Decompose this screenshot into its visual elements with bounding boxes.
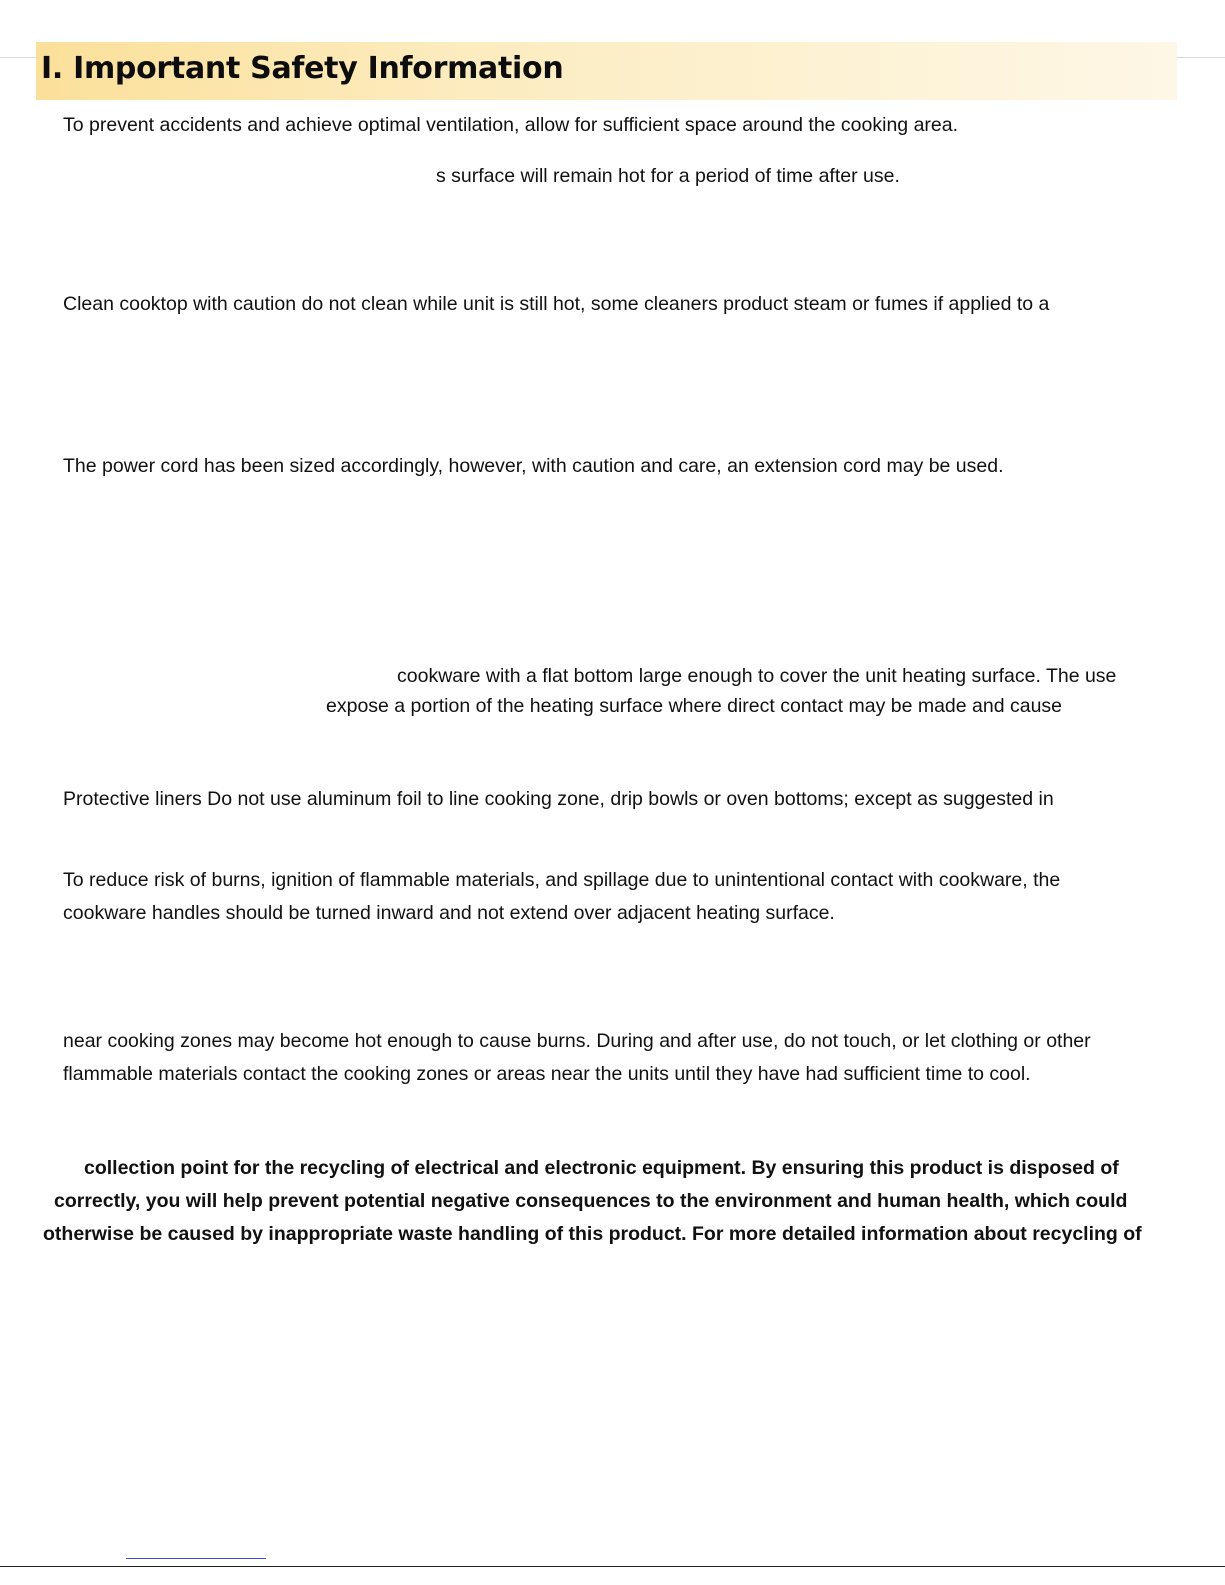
- text-line-surface-hot: s surface will remain hot for a period of time after use.: [436, 165, 900, 187]
- text-line-clean-cooktop: Clean cooktop with caution do not clean while unit is still hot, some cleaners product steam or fumes if applied to a: [63, 293, 1050, 315]
- text-line-cookware-expose: expose a portion of the heating surface where direct contact may be made and cause: [326, 695, 1063, 717]
- text-line-zones-1: near cooking zones may become hot enough to cause burns. During and after use, do not touch, or let clothing or other: [63, 1030, 1091, 1052]
- text-line-burns-1: To reduce risk of burns, ignition of flammable materials, and spillage due to unintentional contact with cookware, the: [63, 869, 1061, 891]
- text-line-cookware-flat: cookware with a flat bottom large enough to cover the unit heating surface. The use: [397, 665, 1117, 687]
- section-title: I. Important Safety Information: [41, 51, 564, 86]
- text-line-protective-liners: Protective liners Do not use aluminum foil to line cooking zone, drip bowls or oven bottoms; except as suggested in: [63, 788, 1054, 810]
- text-line-zones-2: flammable materials contact the cooking zones or areas near the units until they have had sufficient time to cool.: [63, 1063, 1031, 1085]
- text-line-power-cord: The power cord has been sized accordingly, however, with caution and care, an extension cord may be used.: [63, 455, 1004, 477]
- link-underline: [126, 1558, 266, 1559]
- text-line-recycle-1: collection point for the recycling of electrical and electronic equipment. By ensuring this product is disposed of: [84, 1157, 1119, 1179]
- text-line-burns-2: cookware handles should be turned inward and not extend over adjacent heating surface.: [63, 902, 835, 924]
- text-line-recycle-2: correctly, you will help prevent potential negative consequences to the environment and human health, which could: [54, 1190, 1128, 1212]
- text-line-ventilation: To prevent accidents and achieve optimal ventilation, allow for sufficient space around the cooking area.: [63, 114, 959, 136]
- bottom-divider: [0, 1566, 1225, 1567]
- text-line-recycle-3: otherwise be caused by inappropriate waste handling of this product. For more detailed information about recycling of: [43, 1223, 1142, 1245]
